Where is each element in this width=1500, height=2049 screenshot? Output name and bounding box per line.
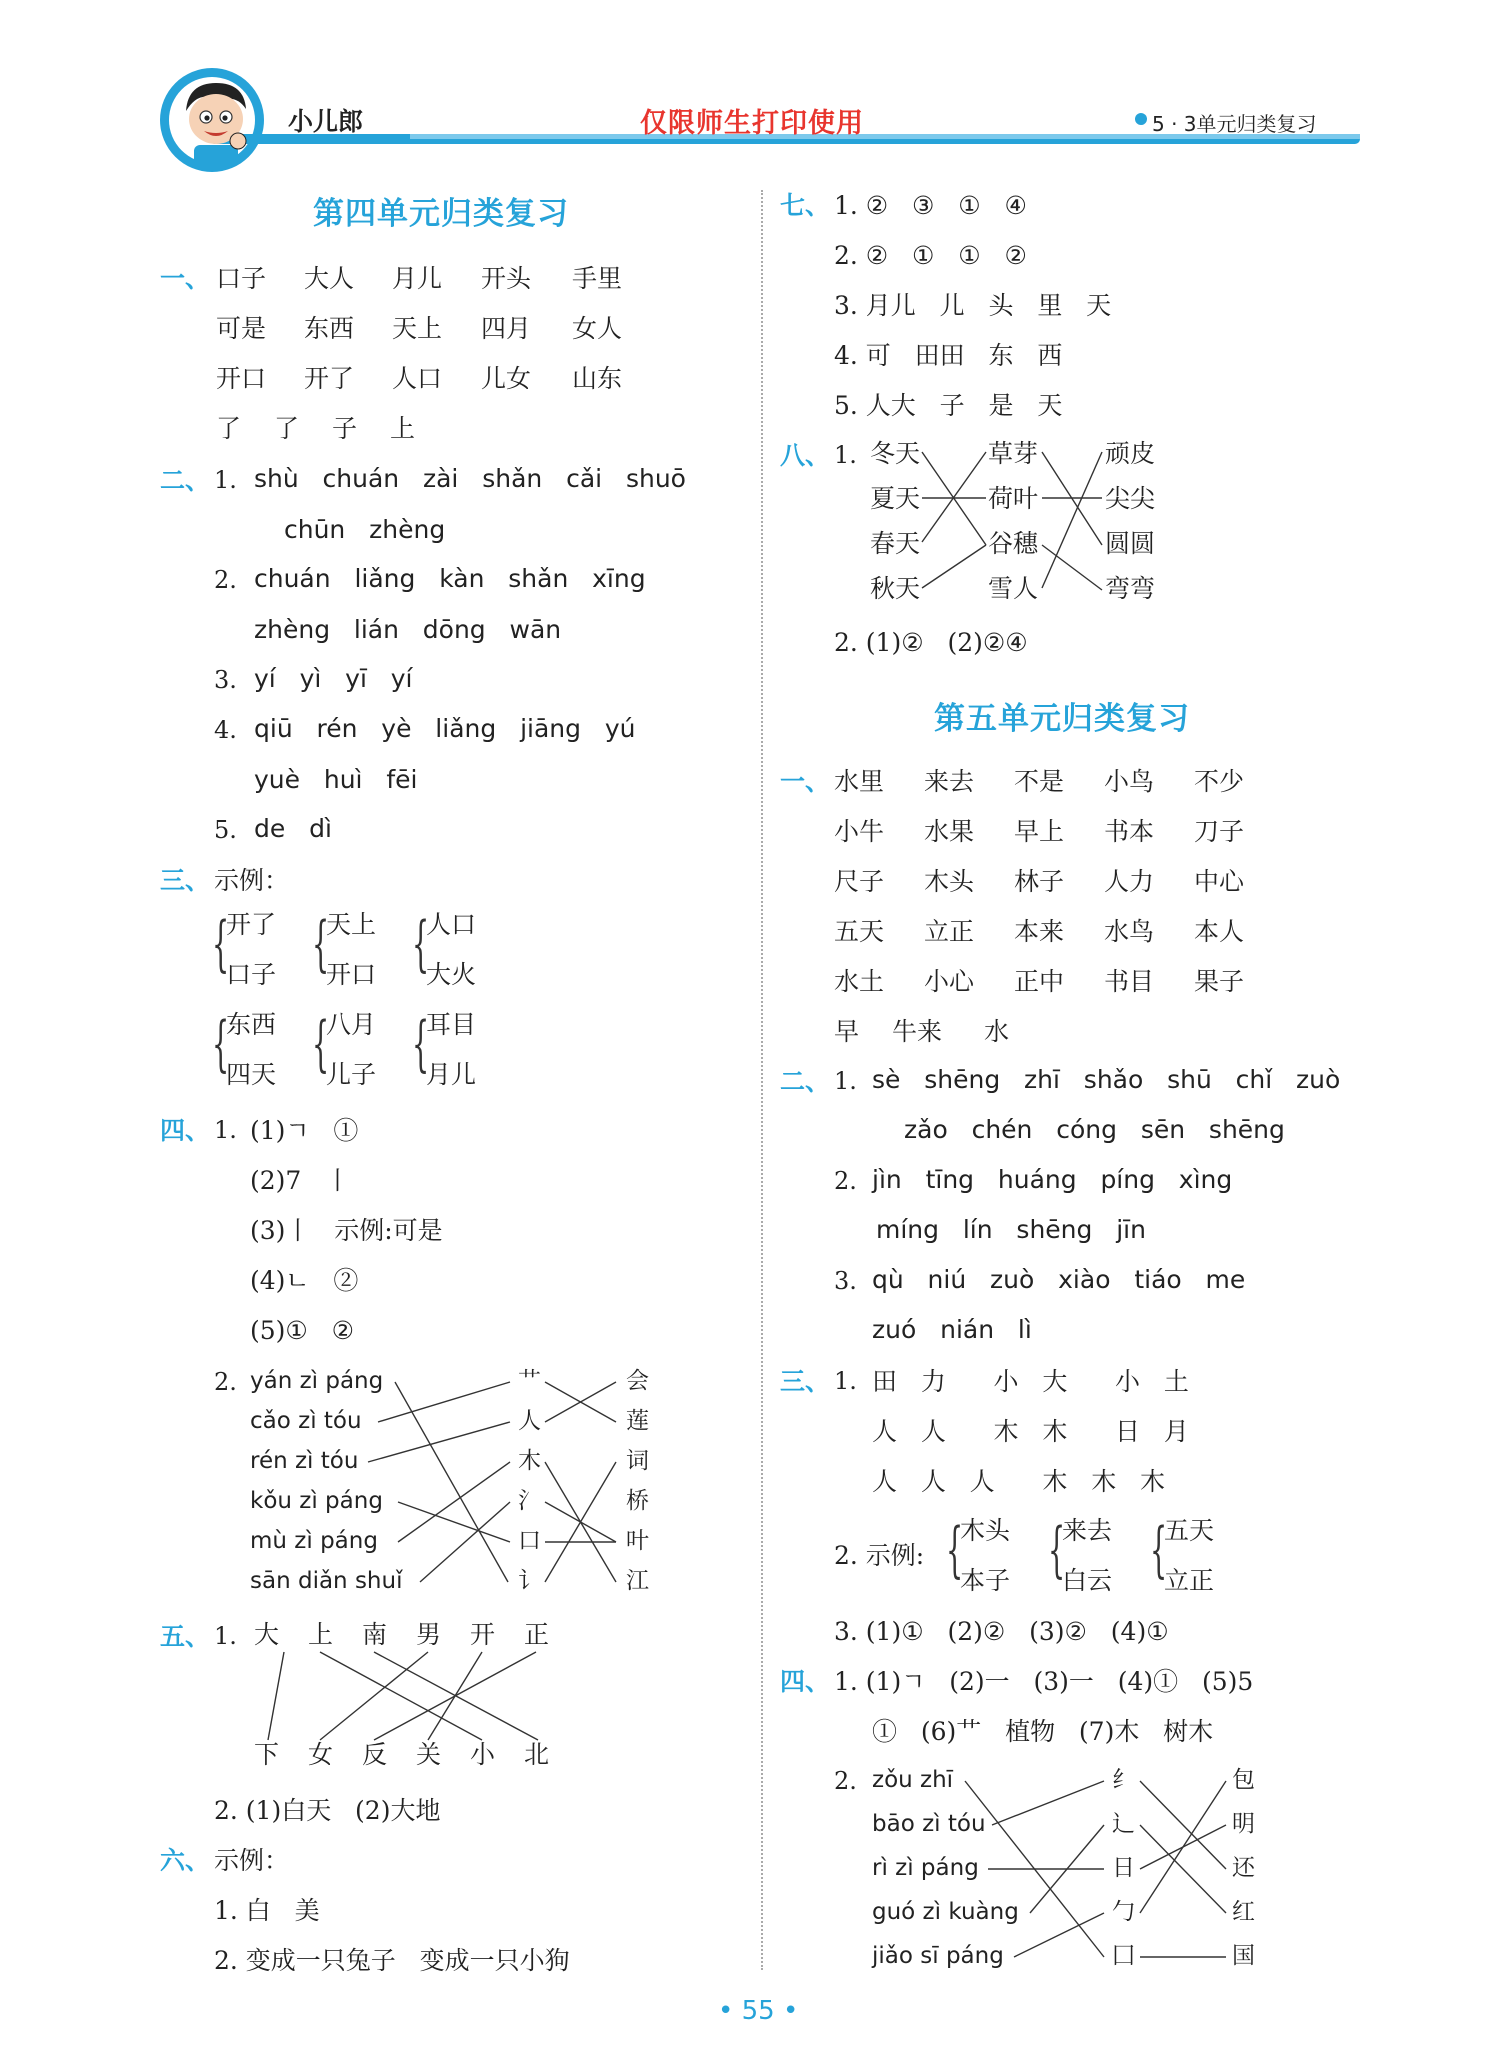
r-s4-label: 四、 bbox=[780, 1667, 831, 1696]
word: 开头 bbox=[481, 264, 532, 293]
pinyin-label: mù zì páng bbox=[250, 1528, 378, 1554]
target-char: 江 bbox=[626, 1568, 649, 1594]
item-number: 3. bbox=[214, 666, 237, 694]
top-char: 上 bbox=[308, 1620, 334, 1649]
example-intro: 示例： bbox=[214, 866, 290, 895]
word: 本子 bbox=[960, 1566, 1011, 1595]
season-word: 夏天 bbox=[870, 484, 921, 513]
pinyin-label: rén zì tóu bbox=[250, 1448, 359, 1474]
bottom-char: 下 bbox=[254, 1740, 280, 1769]
word: 月儿 bbox=[426, 1060, 477, 1089]
l-s5-label: 五、 bbox=[160, 1622, 211, 1651]
answer-line: (4)ㄴ ② bbox=[250, 1266, 359, 1295]
word: 天上 bbox=[392, 314, 443, 343]
word: 女人 bbox=[572, 314, 623, 343]
word: 大火 bbox=[426, 960, 477, 989]
bottom-char: 女 bbox=[308, 1740, 334, 1769]
answer-line: 1. (1)ㄱ (2)一 (3)一 (4)① (5)5 bbox=[834, 1667, 1254, 1696]
word: 东西 bbox=[226, 1010, 277, 1039]
l-s6-label: 六、 bbox=[160, 1846, 211, 1875]
word: 刀子 bbox=[1194, 817, 1245, 846]
season-word: 秋天 bbox=[870, 574, 921, 603]
item-number: 1. bbox=[834, 441, 857, 469]
word: 立正 bbox=[924, 917, 975, 946]
word: 人口 bbox=[392, 364, 443, 393]
radical: 氵 bbox=[518, 1488, 541, 1514]
item-number: 2. bbox=[834, 1167, 857, 1195]
top-char: 开 bbox=[470, 1620, 496, 1649]
word: 来去 bbox=[1062, 1516, 1113, 1545]
word: 五天 bbox=[1164, 1516, 1215, 1545]
word: 儿女 bbox=[481, 364, 532, 393]
pinyin-line: zǎo chén cóng sēn shēng bbox=[904, 1115, 1285, 1144]
brace-icon: { bbox=[1048, 1515, 1066, 1585]
word: 水 bbox=[984, 1017, 1010, 1046]
target-char: 莲 bbox=[626, 1408, 649, 1434]
word: 开口 bbox=[216, 364, 267, 393]
item-number: 4. bbox=[214, 716, 237, 744]
brace-icon: { bbox=[212, 909, 230, 979]
top-char: 正 bbox=[524, 1620, 550, 1649]
word: 可是 bbox=[216, 314, 267, 343]
word: 了 bbox=[274, 414, 300, 443]
pinyin-line: míng lín shēng jīn bbox=[876, 1215, 1146, 1244]
target-char: 会 bbox=[626, 1368, 649, 1394]
word: 来去 bbox=[924, 767, 975, 796]
pinyin-line: qù niú zuò xiào tiáo me bbox=[872, 1265, 1246, 1294]
unit4-title: 第四单元归类复习 bbox=[313, 196, 569, 232]
target-char: 红 bbox=[1232, 1899, 1255, 1925]
pinyin-line: qiū rén yè liǎng jiāng yú bbox=[254, 714, 636, 743]
answer-line: 4. 可 田田 东 西 bbox=[834, 341, 1063, 370]
example-intro: 示例： bbox=[214, 1846, 290, 1875]
pinyin-label: cǎo zì tóu bbox=[250, 1408, 362, 1434]
word: 手里 bbox=[572, 264, 623, 293]
item-number: 2. bbox=[834, 1767, 857, 1795]
word: 牛来 bbox=[892, 1017, 943, 1046]
word: 月儿 bbox=[392, 264, 443, 293]
pinyin-label: zǒu zhī bbox=[872, 1767, 954, 1793]
adj-word: 尖尖 bbox=[1105, 484, 1156, 513]
brace-icon: { bbox=[1150, 1515, 1168, 1585]
pinyin-line: zhèng lián dōng wān bbox=[254, 615, 562, 644]
word: 大人 bbox=[304, 264, 355, 293]
r-s3-label: 三、 bbox=[780, 1367, 831, 1396]
word: 早 bbox=[834, 1017, 860, 1046]
item-number: 3. bbox=[834, 1267, 857, 1295]
target-char: 叶 bbox=[626, 1528, 649, 1554]
brace-icon: { bbox=[312, 909, 330, 979]
answer-line: 2. 变成一只兔子 变成一只小狗 bbox=[214, 1946, 570, 1975]
target-char: 桥 bbox=[626, 1488, 649, 1514]
print-notice: 仅限师生打印使用 bbox=[640, 108, 864, 139]
answer-line: (3)丨 示例:可是 bbox=[250, 1216, 443, 1245]
pinyin-line: yuè huì fēi bbox=[254, 765, 418, 794]
l-s1-label: 一、 bbox=[160, 264, 211, 293]
word: 山东 bbox=[572, 364, 623, 393]
word: 儿子 bbox=[326, 1060, 377, 1089]
radical: 讠 bbox=[518, 1568, 541, 1594]
answer-line: 1. 白 美 bbox=[214, 1896, 320, 1925]
word: 了 bbox=[216, 414, 242, 443]
word: 耳目 bbox=[426, 1010, 477, 1039]
word: 水里 bbox=[834, 767, 885, 796]
target-char: 词 bbox=[626, 1448, 649, 1474]
word: 口子 bbox=[216, 264, 267, 293]
word: 上 bbox=[390, 414, 416, 443]
word: 小心 bbox=[924, 967, 975, 996]
brand-name: 小儿郎 bbox=[288, 107, 364, 136]
bottom-char: 小 bbox=[470, 1740, 496, 1769]
answer-line: (5)① ② bbox=[250, 1316, 355, 1345]
answer-line: (1)ㄱ ① bbox=[250, 1116, 359, 1145]
bottom-char: 关 bbox=[416, 1740, 442, 1769]
target-char: 还 bbox=[1232, 1855, 1255, 1881]
word: 木头 bbox=[924, 867, 975, 896]
answer-line: ① (6)艹 植物 (7)木 树木 bbox=[872, 1717, 1214, 1746]
thing-word: 谷穗 bbox=[988, 529, 1039, 558]
r-s8-label: 八、 bbox=[780, 441, 831, 470]
word: 立正 bbox=[1164, 1566, 1215, 1595]
word: 水鸟 bbox=[1104, 917, 1155, 946]
item-number: 1. bbox=[214, 1116, 237, 1144]
target-char: 明 bbox=[1232, 1811, 1255, 1837]
word: 果子 bbox=[1194, 967, 1245, 996]
adj-word: 圆圆 bbox=[1105, 529, 1156, 558]
pinyin-label: jiǎo sī páng bbox=[872, 1943, 1004, 1969]
radical: 木 bbox=[518, 1448, 541, 1474]
char-row: 人 人 人 木 木 木 bbox=[872, 1467, 1166, 1496]
radical: 人 bbox=[518, 1408, 541, 1434]
top-char: 大 bbox=[254, 1620, 280, 1649]
pinyin-line: shù chuán zài shǎn cǎi shuō bbox=[254, 464, 686, 493]
brace-icon: { bbox=[412, 909, 430, 979]
answer-line: 2. ② ① ① ② bbox=[834, 241, 1027, 270]
brace-icon: { bbox=[312, 1009, 330, 1079]
word: 东西 bbox=[304, 314, 355, 343]
word: 不少 bbox=[1194, 767, 1245, 796]
pinyin-line: chūn zhèng bbox=[284, 515, 446, 544]
item-number: 1. bbox=[834, 1067, 857, 1095]
item-number: 2. bbox=[214, 1368, 237, 1396]
word: 白云 bbox=[1062, 1566, 1113, 1595]
brace-icon: { bbox=[212, 1009, 230, 1079]
answer-line: 2. (1)白天 (2)大地 bbox=[214, 1796, 441, 1825]
l-s4-label: 四、 bbox=[160, 1116, 211, 1145]
word: 开了 bbox=[304, 364, 355, 393]
pinyin-label: guó zì kuàng bbox=[872, 1899, 1019, 1925]
adj-word: 弯弯 bbox=[1105, 574, 1156, 603]
pinyin-label: bāo zì tóu bbox=[872, 1811, 986, 1837]
radical: 勹 bbox=[1112, 1899, 1135, 1925]
pinyin-line: jìn tīng huáng píng xìng bbox=[872, 1165, 1233, 1194]
bottom-char: 反 bbox=[362, 1740, 388, 1769]
r-s7-label: 七、 bbox=[780, 191, 831, 220]
char-row: 人 人 木 木 日 月 bbox=[872, 1417, 1189, 1446]
word: 书本 bbox=[1104, 817, 1155, 846]
answer-line: 3. (1)① (2)② (3)② (4)① bbox=[834, 1617, 1169, 1646]
word: 本来 bbox=[1014, 917, 1065, 946]
pinyin-line: sè shēng zhī shǎo shū chǐ zuò bbox=[872, 1065, 1341, 1094]
r-s1-label: 一、 bbox=[780, 767, 831, 796]
top-char: 男 bbox=[416, 1620, 442, 1649]
word: 开了 bbox=[226, 910, 277, 939]
word: 五天 bbox=[834, 917, 885, 946]
pinyin-line: yí yì yī yí bbox=[254, 664, 413, 693]
series-label: 5 · 3单元归类复习 bbox=[1152, 112, 1317, 136]
word: 水土 bbox=[834, 967, 885, 996]
word: 中心 bbox=[1194, 867, 1245, 896]
answer-line: 3. 月儿 儿 头 里 天 bbox=[834, 291, 1112, 320]
item-number: 2. bbox=[214, 566, 237, 594]
thing-word: 荷叶 bbox=[988, 484, 1039, 513]
r-s2-label: 二、 bbox=[780, 1067, 831, 1096]
pinyin-label: kǒu zì páng bbox=[250, 1488, 383, 1514]
target-char: 包 bbox=[1232, 1767, 1255, 1793]
season-word: 冬天 bbox=[870, 439, 921, 468]
pinyin-line: chuán liǎng kàn shǎn xīng bbox=[254, 564, 646, 593]
item-number: 1. bbox=[214, 1622, 237, 1650]
word: 林子 bbox=[1014, 867, 1065, 896]
word: 口子 bbox=[226, 960, 277, 989]
pinyin-label: rì zì páng bbox=[872, 1855, 979, 1881]
radical: 纟 bbox=[1112, 1767, 1135, 1793]
l-s2-label: 二、 bbox=[160, 466, 211, 495]
brace-icon: { bbox=[412, 1009, 430, 1079]
word: 木头 bbox=[960, 1516, 1011, 1545]
page-number: • 55 • bbox=[718, 1996, 799, 2026]
example-intro: 2. 示例: bbox=[834, 1541, 925, 1570]
item-number: 1. bbox=[214, 466, 237, 494]
word: 本人 bbox=[1194, 917, 1245, 946]
word: 小鸟 bbox=[1104, 767, 1155, 796]
item-number: 1. bbox=[834, 1367, 857, 1395]
item-number: 5. bbox=[214, 816, 237, 844]
word: 四月 bbox=[481, 314, 532, 343]
word: 早上 bbox=[1014, 817, 1065, 846]
target-char: 国 bbox=[1232, 1943, 1255, 1969]
thing-word: 雪人 bbox=[988, 574, 1039, 603]
pinyin-line: de dì bbox=[254, 814, 332, 843]
radical: 囗 bbox=[1112, 1943, 1135, 1969]
radical: 辶 bbox=[1112, 1811, 1135, 1837]
word: 小牛 bbox=[834, 817, 885, 846]
answer-line: 5. 人大 子 是 天 bbox=[834, 391, 1063, 420]
word: 人力 bbox=[1104, 867, 1155, 896]
l-s3-label: 三、 bbox=[160, 866, 211, 895]
word: 天上 bbox=[326, 910, 377, 939]
radical: 口 bbox=[518, 1528, 541, 1554]
word: 正中 bbox=[1014, 967, 1065, 996]
answer-line: (2)7 丨 bbox=[250, 1166, 351, 1195]
word: 尺子 bbox=[834, 867, 885, 896]
word: 水果 bbox=[924, 817, 975, 846]
word: 开口 bbox=[326, 960, 377, 989]
pinyin-line: zuó nián lì bbox=[872, 1315, 1032, 1344]
word: 人口 bbox=[426, 910, 477, 939]
word: 八月 bbox=[326, 1010, 377, 1039]
radical: 日 bbox=[1112, 1855, 1135, 1881]
char-row: 田 力 小 大 小 土 bbox=[872, 1367, 1189, 1396]
pinyin-label: sān diǎn shuǐ bbox=[250, 1568, 403, 1594]
bottom-char: 北 bbox=[524, 1740, 550, 1769]
thing-word: 草芽 bbox=[988, 439, 1039, 468]
answer-line: 2. (1)② (2)②④ bbox=[834, 628, 1028, 657]
word: 子 bbox=[332, 414, 358, 443]
top-char: 南 bbox=[362, 1620, 388, 1649]
unit5-title: 第五单元归类复习 bbox=[934, 701, 1190, 737]
word: 不是 bbox=[1014, 767, 1065, 796]
season-word: 春天 bbox=[870, 529, 921, 558]
radical: 艹 bbox=[518, 1368, 541, 1394]
pinyin-label: yán zì páng bbox=[250, 1368, 384, 1394]
answer-line: 1. ② ③ ① ④ bbox=[834, 191, 1027, 220]
word: 四天 bbox=[226, 1060, 277, 1089]
adj-word: 顽皮 bbox=[1105, 439, 1156, 468]
brace-icon: { bbox=[946, 1515, 964, 1585]
word: 书目 bbox=[1104, 967, 1155, 996]
